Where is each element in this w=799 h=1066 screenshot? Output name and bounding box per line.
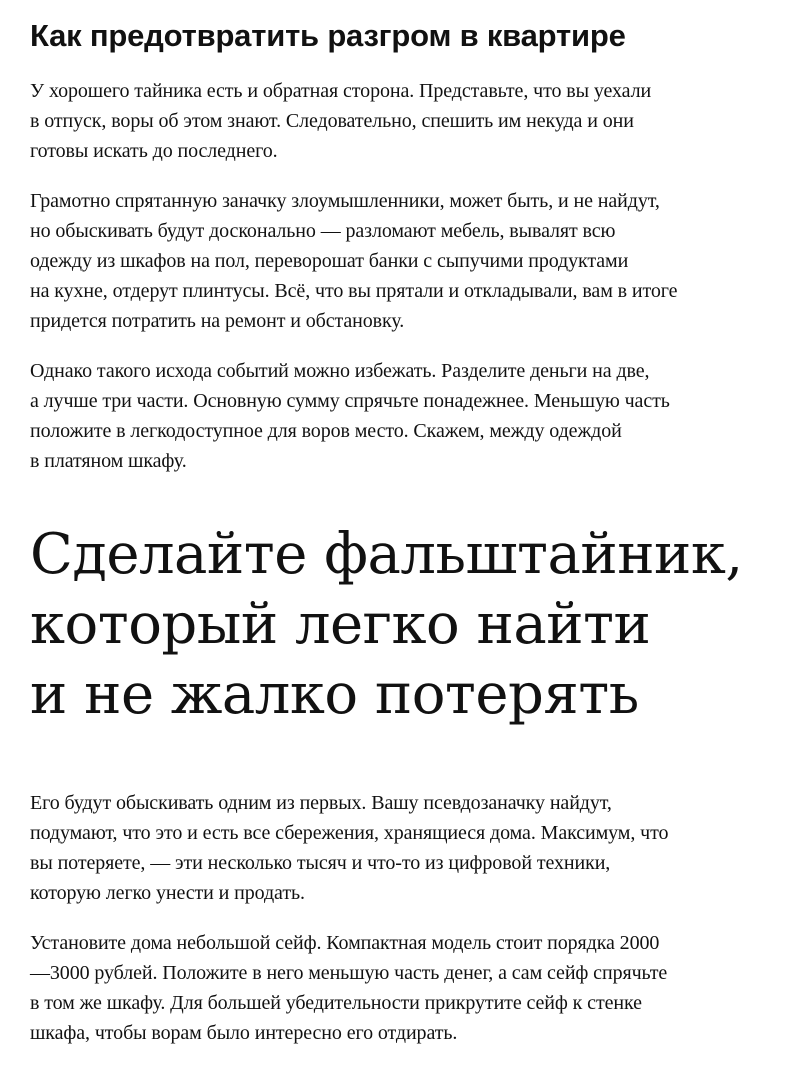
paragraph-line: Грамотно спрятанную заначку злоумышленники, может быть, и не найдут, <box>30 190 660 212</box>
paragraph-thorough-search <box>30 186 769 336</box>
pull-heading-line: и не жалко потерять <box>30 662 639 727</box>
paragraph-line: —3000 рублей. Положите в него меньшую часть денег, а сам сейф спрячьте <box>30 962 668 984</box>
pull-heading-line: который легко найти <box>30 592 651 657</box>
paragraph-line: в отпуск, воры об этом знают. Следовательно, спешить им некуда и они <box>30 110 634 132</box>
paragraph-hiding-downside <box>30 76 769 166</box>
paragraph-line: шкафа, чтобы ворам было интересно его отдирать. <box>30 1022 458 1044</box>
pull-heading-line: Сделайте фальштайник, <box>30 522 743 587</box>
paragraph-line: одежду из шкафов на пол, переворошат банки с сыпучими продуктами <box>30 250 629 272</box>
paragraph-line: Его будут обыскивать одним из первых. Вашу псевдозаначку найдут, <box>30 792 612 814</box>
paragraph-line: Однако такого исхода событий можно избежать. Разделите деньги на две, <box>30 360 650 382</box>
article-body <box>0 18 799 1066</box>
paragraph-line: Установите дома небольшой сейф. Компактная модель стоит порядка 2000 <box>30 932 660 954</box>
paragraph-line: которую легко унести и продать. <box>30 882 305 904</box>
paragraph-line: подумают, что это и есть все сбережения, хранящиеся дома. Максимум, что <box>30 822 669 844</box>
paragraph-decoy-found <box>30 788 769 908</box>
paragraph-line: но обыскивать будут досконально — разломают мебель, вывалят всю <box>30 220 616 242</box>
paragraph-line: У хорошего тайника есть и обратная сторона. Представьте, что вы уехали <box>30 80 652 102</box>
paragraph-line: вы потеряете, — эти несколько тысяч и что-то из цифровой техники, <box>30 852 611 874</box>
paragraph-line: в том же шкафу. Для большей убедительности прикрутите сейф к стенке <box>30 992 642 1014</box>
pull-heading <box>30 520 769 730</box>
paragraph-line: придется потратить на ремонт и обстановку. <box>30 310 405 332</box>
paragraph-line: в платяном шкафу. <box>30 450 187 472</box>
paragraph-line: положите в легкодоступное для воров место. Скажем, между одеждой <box>30 420 622 442</box>
paragraph-split-money <box>30 356 769 476</box>
paragraph-line: а лучше три части. Основную сумму спрячьте понадежнее. Меньшую часть <box>30 390 670 412</box>
paragraph-small-safe <box>30 928 769 1048</box>
paragraph-line: готовы искать до последнего. <box>30 140 278 162</box>
section-heading: Как предотвратить разгром в квартире <box>30 18 626 53</box>
paragraph-line: на кухне, отдерут плинтусы. Всё, что вы прятали и откладывали, вам в итоге <box>30 280 678 302</box>
